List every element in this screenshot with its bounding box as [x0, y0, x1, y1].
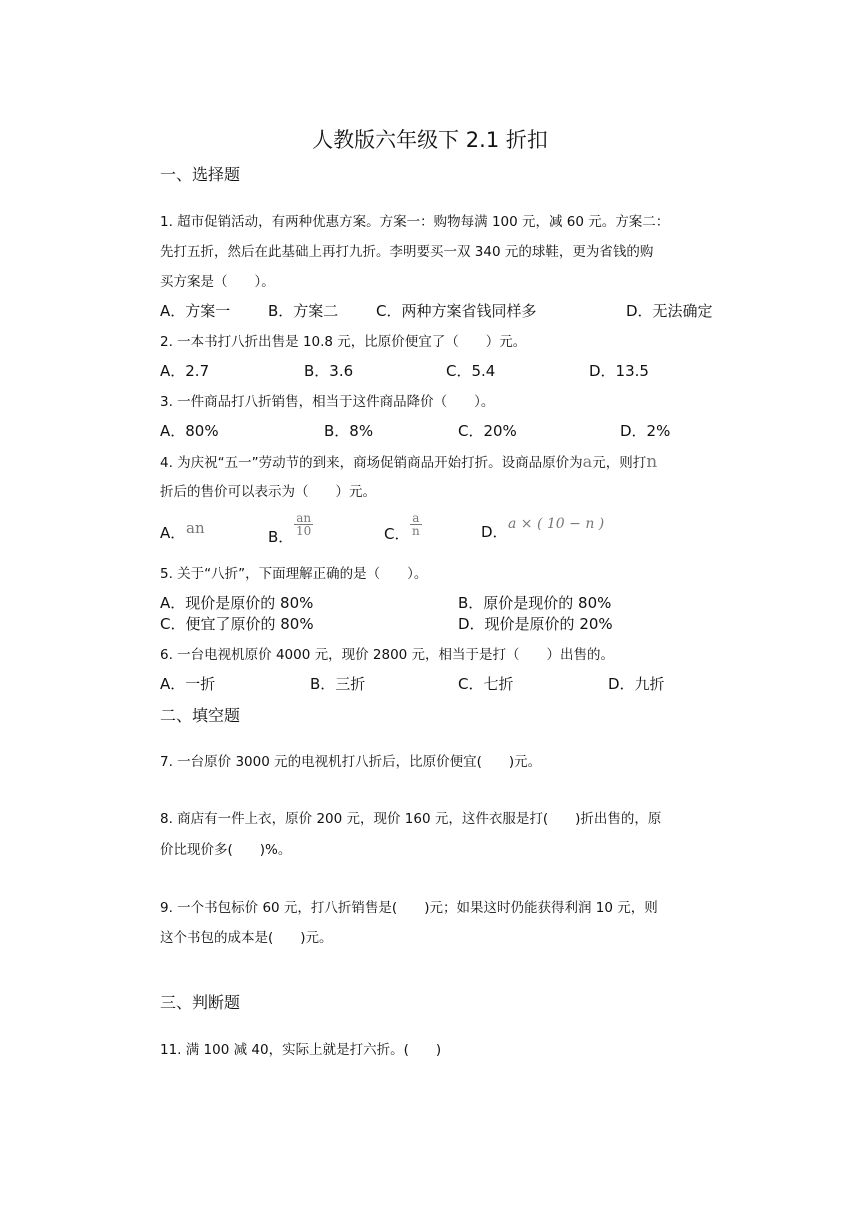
- question-5-option-d: D．现价是原价的 20%: [458, 615, 613, 633]
- question-6-option-a: A．一折: [160, 675, 216, 693]
- question-4-option-c-fraction: [410, 512, 422, 537]
- question-9-line-2: 这个书包的成本是( )元。: [160, 930, 333, 946]
- question-5-option-a: A．现价是原价的 80%: [160, 594, 314, 612]
- question-3-text: 3. 一件商品打八折销售，相当于这件商品降价（ ）。: [160, 394, 495, 410]
- question-2-option-d: D．13.5: [589, 362, 649, 380]
- question-2-option-a: A．2.7: [160, 362, 210, 380]
- question-4-line-2: 折后的售价可以表示为（ ）元。: [160, 484, 376, 500]
- question-2-option-c: C．5.4: [446, 362, 496, 380]
- question-6-text: 6. 一台电视机原价 4000 元，现价 2800 元，相当于是打（ ）出售的。: [160, 647, 615, 663]
- question-1-option-d: D．无法确定: [626, 302, 713, 320]
- section-heading-fill: 二、填空题: [160, 706, 241, 725]
- variable-n: n: [646, 452, 658, 472]
- question-4-line-1: [160, 448, 657, 477]
- question-4-option-a-letter: A．: [160, 524, 186, 542]
- question-4-option-b-denominator: 10: [296, 524, 312, 538]
- question-3-option-a: A．80%: [160, 422, 219, 440]
- question-4-option-c-letter: C．: [384, 525, 410, 543]
- question-4-option-d-expression: a × ( 10 − n ): [508, 516, 605, 532]
- page-title: 人教版六年级下 2.1 折扣: [312, 128, 548, 152]
- question-4-option-c-denominator: n: [412, 524, 420, 538]
- section-heading-judge: 三、判断题: [160, 993, 241, 1012]
- question-2-text: 2. 一本书打八折出售是 10.8 元，比原价便宜了（ ）元。: [160, 334, 527, 350]
- question-5-option-c: C．便宜了原价的 80%: [160, 615, 314, 633]
- question-8-line-2: 价比现价多( )%。: [160, 842, 292, 858]
- question-6-option-c: C．七折: [458, 675, 514, 693]
- question-4-line-1-middle: 元，则打: [592, 455, 647, 471]
- question-1-option-a: A．方案一: [160, 302, 231, 320]
- variable-a: a: [582, 452, 593, 471]
- section-heading-choice: 一、选择题: [160, 165, 241, 184]
- question-6-option-b: B．三折: [310, 675, 366, 693]
- question-4-option-d-letter: D．: [481, 523, 508, 541]
- question-1-option-b: B．方案二: [268, 302, 339, 320]
- question-4-option-b-letter: B．: [268, 528, 294, 546]
- question-1-option-c: C．两种方案省钱同样多: [376, 302, 537, 320]
- question-4-option-b-fraction: [294, 512, 313, 537]
- question-4-option-c-numerator: a: [410, 512, 422, 525]
- question-1-line-3: 买方案是（ ）。: [160, 274, 275, 290]
- question-3-option-b: B．8%: [324, 422, 374, 440]
- question-5-text: 5. 关于“八折”，下面理解正确的是（ ）。: [160, 566, 428, 582]
- question-3-option-d: D．2%: [620, 422, 671, 440]
- question-8-line-1: 8. 商店有一件上衣，原价 200 元，现价 160 元，这件衣服是打( )折出售的，原: [160, 811, 662, 827]
- question-1-line-1: 1. 超市促销活动，有两种优惠方案。方案一：购物每满 100 元，减 60 元。方案二：: [160, 214, 670, 230]
- question-5-option-b: B．原价是现价的 80%: [458, 594, 612, 612]
- question-4-line-1-start: 4. 为庆祝“五一”劳动节的到来，商场促销商品开始打折。设商品原价为: [160, 455, 583, 471]
- question-3-option-c: C．20%: [458, 422, 517, 440]
- question-4-option-b-numerator: an: [294, 512, 313, 525]
- question-4-option-a-expression: an: [186, 519, 205, 537]
- question-7-text: 7. 一台原价 3000 元的电视机打八折后，比原价便宜( )元。: [160, 754, 542, 770]
- question-2-option-b: B．3.6: [304, 362, 354, 380]
- question-9-line-1: 9. 一个书包标价 60 元，打八折销售是( )元；如果这时仍能获得利润 10 元，则: [160, 900, 658, 916]
- question-1-line-2: 先打五折，然后在此基础上再打九折。李明要买一双 340 元的球鞋，更为省钱的购: [160, 244, 654, 260]
- question-11-text: 11. 满 100 减 40，实际上就是打六折。( ): [160, 1042, 442, 1058]
- question-6-option-d: D．九折: [608, 675, 665, 693]
